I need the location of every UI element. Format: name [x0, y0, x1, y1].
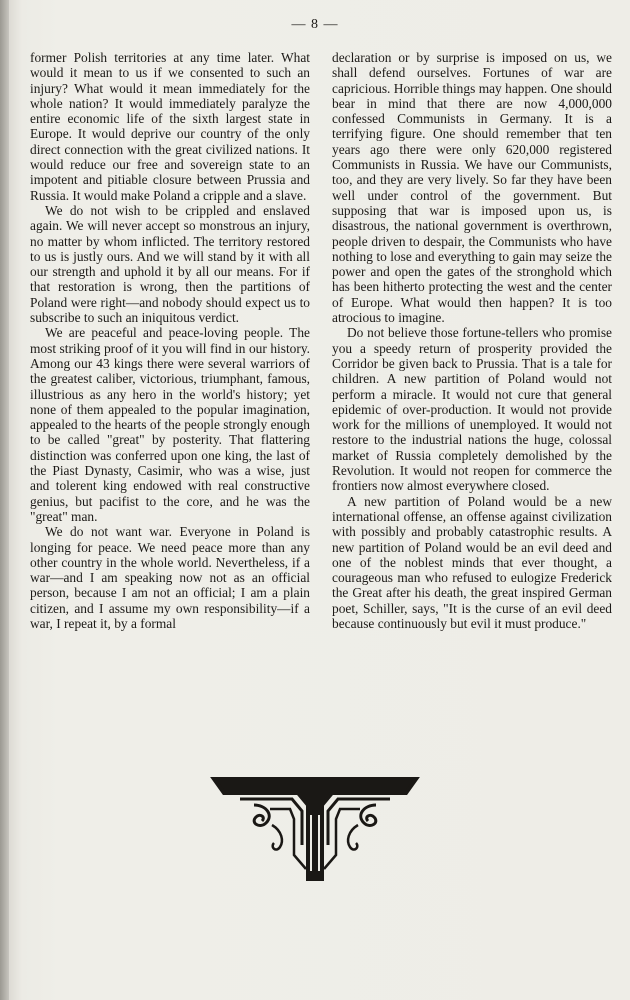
page-number: — 8 — — [291, 17, 339, 32]
left-column — [30, 50, 310, 631]
paragraph: We are peaceful and peace-loving people. The most striking proof of it you will find in our history. Among our 43 kings there were several warriors of the greatest caliber, victorious, triumphant, famous, illustrious as any hero in the world's history; yet none of them appealed to the popular imagination, appealed to the hearts of the people strongly enough to be called "great" by posterity. That flattering distinction was conferred upon one king, the last of the Piast Dynasty, Casimir, who was a wise, just and tolerent king endowed with real constructive genius, but pacifist to the core, and he was the "great" man. — [30, 325, 310, 524]
paragraph: former Polish territories at any time later. What would it mean to us if we consented to such an injury? What would it mean immediately for the whole nation? It would immediately paralyze the entire economic life of the sixth largest state in Europe. It would deprive our country of the only direct connection with the great civilized nations. It would reduce our free and sovereign state to an impotent and pitiable closure between Prussia and Russia. It would make Poland a cripple and a slave. — [30, 50, 310, 203]
binding-spine — [0, 0, 9, 1000]
paragraph: declaration or by surprise is imposed on us, we shall defend ourselves. Fortunes of war are capricious. Horrible things may happen. One should bear in mind that there are now 4,000,000 confessed Communists in Germany. It is a terrifying figure. One should remember that ten years ago there were only 620,000 registered Communists in Russia. We have our Communists, too, and they are very lively. So far they have been well under control of the government. But supposing that war is imposed upon us, is disastrous, the national government is overthrown, people driven to despair, the Communists who have nothing to lose and everything to gain may seize the power and open the gates of the stronghold which has been hitherto protecting the west and the center of Europe. What would then happen? It is too atrocious to imagine. — [332, 50, 612, 326]
art-deco-ornament-icon — [210, 775, 420, 885]
paragraph: We do not wish to be crippled and enslaved again. We will never accept so monstrous an injury, no matter by whom inflicted. The territory restored to us is justly ours. And we will stand by it with all our strength and uphold it by all our means. For if that restoration is wrong, then the partitions of Poland were right—and nobody should expect us to subscribe to such an iniquitous verdict. — [30, 202, 310, 326]
paragraph: We do not want war. Everyone in Poland is longing for peace. We need peace more than any other country in the whole world. Nevertheless, if a war—and I am speaking now not as an official person, because I am not an official; I am a plain citizen, and I assume my own responsibility—if a war, I repeat it, by a formal — [30, 524, 310, 631]
paragraph: A new partition of Poland would be a new international offense, an offense against civilization with possibly and probably catastrophic results. A new partition of Poland would be an evil deed and one of the noblest minds that ever thought, a courageous man who refused to eulogize Frederick the Great after his death, the great inspired German poet, Schiller, says, "It is the curse of an evil deed because continuously but evil it must produce." — [332, 493, 612, 631]
paragraph: Do not believe those fortune-tellers who promise you a speedy return of prosperity provided the Corridor be given back to Prussia. That is a tale for children. A new partition of Poland would not perform a miracle. It would not cure that general epidemic of over-production. It would not provide work for the millions of unemployed. It would not restore to the industrial nations the huge, colossal market of Russia completely demolished by the Revolution. It would not reopen for commerce the frontiers now almost everywhere closed. — [332, 325, 612, 494]
right-column — [332, 50, 612, 631]
